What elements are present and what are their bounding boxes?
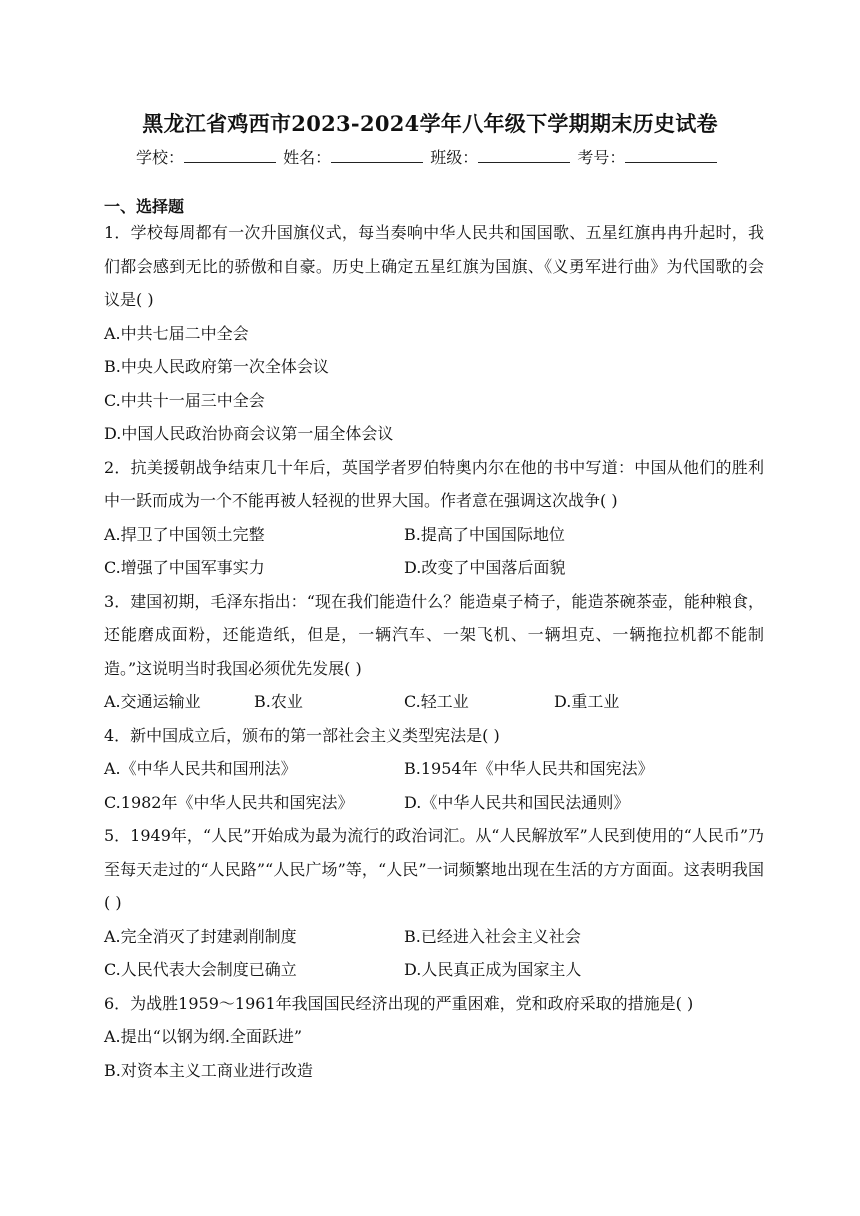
question-4: 4．新中国成立后，颁布的第一部社会主义类型宪法是( ) [104,725,500,745]
question-6-option-b: B.对资本主义工商业进行改造 [104,1060,313,1080]
exam-number-label: 考号： [577,148,626,167]
question-2-option-b: B.提高了中国国际地位 [404,524,565,544]
question-3-option-c: C.轻工业 [404,692,469,711]
question-2-option-a: A.捍卫了中国领土完整 [104,524,265,544]
question-3-options-row [104,685,764,719]
question-4-option-d: D.《中华人民共和国民法通则》 [404,792,630,812]
question-6: 6．为战胜1959～1961年我国国民经济出现的严重困难，党和政府采取的措施是( ) [104,993,694,1013]
question-4-options-row-1 [104,752,764,786]
question-3-option-b: B.农业 [254,692,303,711]
question-2-options-row-1 [104,518,764,552]
question-2-option-d: D.改变了中国落后面貌 [404,558,566,577]
question-5-options-row-2 [104,953,764,987]
question-5-options-row-1 [104,920,764,954]
name-blank [331,146,423,163]
question-5: 5．1949年，“人民”开始成为最为流行的政治词汇。从“人民解放军”人民到使用的“人民币”乃至每天走过的“人民路”“人民广场”等，“人民”一词频繁地出现在生活的方方面面。这表明我国( ) [104,826,764,912]
question-5-option-b: B.已经进入社会主义社会 [404,926,581,946]
question-1-option-d: D.中国人民政治协商会议第一届全体会议 [104,424,394,443]
class-label: 班级： [430,148,479,167]
question-4-options-row-2 [104,786,764,820]
question-2-option-c: C.增强了中国军事实力 [104,558,265,577]
school-label: 学校： [136,148,185,167]
exam-number-blank [625,146,717,163]
question-1-option-c: C.中共十一届三中全会 [104,390,265,410]
class-blank [478,146,570,163]
section-heading: 一、选择题 [104,197,185,216]
question-4-option-b: B.1954年《中华人民共和国宪法》 [404,759,654,778]
question-list [104,216,764,1087]
question-3-option-d: D.重工业 [554,692,620,711]
question-5-option-d: D.人民真正成为国家主人 [404,960,582,979]
question-4-option-a: A.《中华人民共和国刑法》 [104,759,297,778]
question-6-option-a: A.提出“以钢为纲.全面跃进” [104,1027,303,1046]
question-3: 3．建国初期，毛泽东指出：“现在我们能造什么？能造桌子椅子，能造茶碗茶壶，能种粮食，还能磨成面粉，还能造纸，但是，一辆汽车、一架飞机、一辆坦克、一辆拖拉机都不能制造。”这说明当时我国必须优先发展( ) [104,591,764,678]
question-4-option-c: C.1982年《中华人民共和国宪法》 [104,792,354,812]
question-2: 2．抗美援朝战争结束几十年后，英国学者罗伯特奥内尔在他的书中写道：中国从他们的胜利中一跃而成为一个不能再被人轻视的世界大国。作者意在强调这次战争( ) [104,457,764,510]
question-1-option-a: A.中共七届二中全会 [104,323,249,343]
question-5-option-a: A.完全消灭了封建剥削制度 [104,926,297,946]
question-3-option-a: A.交通运输业 [104,692,201,711]
question-2-options-row-2 [104,551,764,585]
student-info-row [136,146,719,170]
question-1-option-b: B.中央人民政府第一次全体会议 [104,357,329,376]
question-5-option-c: C.人民代表大会制度已确立 [104,960,297,979]
exam-title: 黑龙江省鸡西市2023-2024学年八年级下学期期末历史试卷 [142,111,718,136]
question-1: 1．学校每周都有一次升国旗仪式，每当奏响中华人民共和国国歌、五星红旗冉冉升起时，我们都会感到无比的骄傲和自豪。历史上确定五星红旗为国旗、《义勇军进行曲》为代国歌的会议是( ) [104,223,764,309]
name-label: 姓名： [283,148,332,167]
school-blank [184,146,276,163]
